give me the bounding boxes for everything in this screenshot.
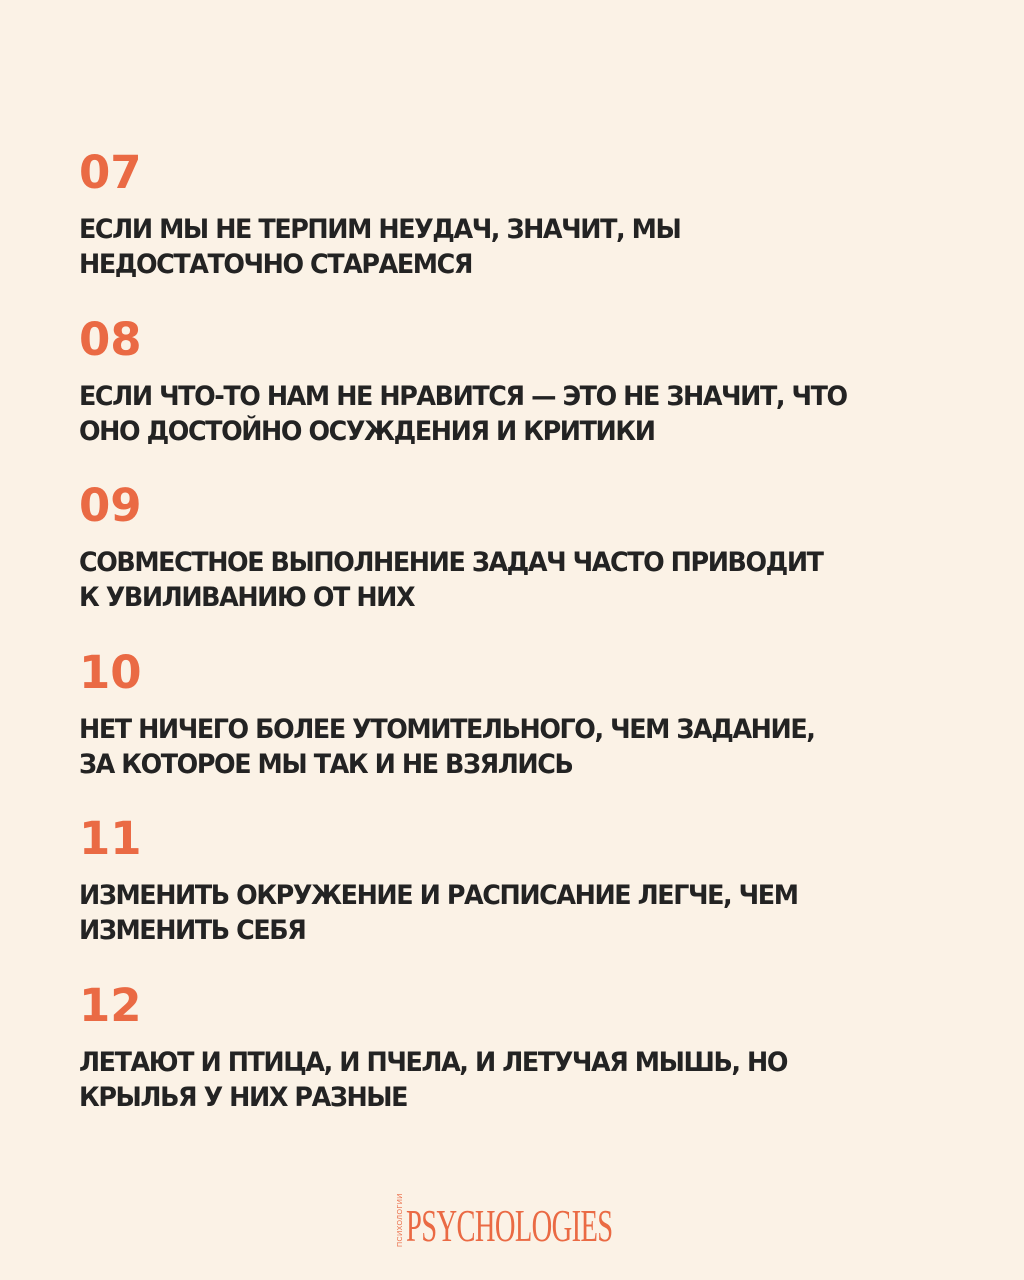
item-text bbox=[79, 712, 979, 782]
numbered-list bbox=[79, 148, 979, 1147]
item-text-line: ЛЕТАЮТ И ПТИЦА, И ПЧЕЛА, И ЛЕТУЧАЯ МЫШЬ, НО bbox=[79, 1046, 788, 1078]
item-text-line: НЕТ НИЧЕГО БОЛЕЕ УТОМИТЕЛЬНОГО, ЧЕМ ЗАДАНИЕ, bbox=[79, 713, 815, 745]
item-number: 08 bbox=[79, 312, 142, 366]
psychologies-logo bbox=[0, 1193, 1024, 1253]
logo-wordmark bbox=[397, 1193, 627, 1251]
item-text-line: ЕСЛИ ЧТО-ТО НАМ НЕ НРАВИТСЯ — ЭТО НЕ ЗНАЧИТ, ЧТО bbox=[79, 380, 847, 412]
item-text-line: НЕДОСТАТОЧНО СТАРАЕМСЯ bbox=[79, 249, 472, 280]
item-text-line: СОВМЕСТНОЕ ВЫПОЛНЕНИЕ ЗАДАЧ ЧАСТО ПРИВОДИТ bbox=[79, 547, 823, 578]
list-item bbox=[79, 148, 979, 315]
item-text-line: КРЫЛЬЯ У НИХ РАЗНЫЕ bbox=[79, 1081, 408, 1113]
item-text-line: ЕСЛИ МЫ НЕ ТЕРПИМ НЕУДАЧ, ЗНАЧИТ, МЫ bbox=[79, 214, 681, 245]
item-text bbox=[79, 212, 979, 282]
item-number: 10 bbox=[79, 645, 142, 699]
item-text-line: ИЗМЕНИТЬ ОКРУЖЕНИЕ И РАСПИСАНИЕ ЛЕГЧЕ, ЧЕМ bbox=[79, 880, 798, 911]
logo-main-text: PSYCHOLOGIES bbox=[406, 1200, 613, 1251]
list-item bbox=[79, 814, 979, 981]
item-text bbox=[79, 1045, 979, 1115]
item-text bbox=[79, 878, 979, 948]
list-item bbox=[79, 481, 979, 648]
item-number: 07 bbox=[79, 146, 142, 199]
item-number: 12 bbox=[79, 978, 142, 1032]
list-item bbox=[79, 312, 979, 482]
list-item bbox=[79, 645, 979, 815]
item-text-line: ЗА КОТОРОЕ МЫ ТАК И НЕ ВЗЯЛИСЬ bbox=[79, 748, 573, 780]
item-text-line: К УВИЛИВАНИЮ ОТ НИХ bbox=[79, 582, 415, 613]
item-text-line: ОНО ДОСТОЙНО ОСУЖДЕНИЯ И КРИТИКИ bbox=[79, 415, 655, 447]
item-number: 09 bbox=[79, 479, 142, 532]
item-number: 11 bbox=[79, 812, 142, 865]
item-text-line: ИЗМЕНИТЬ СЕБЯ bbox=[79, 915, 306, 946]
item-text bbox=[79, 379, 979, 449]
list-item bbox=[79, 978, 979, 1148]
logo-small-text: ПСИХОЛОГИИ bbox=[397, 1193, 404, 1247]
item-text bbox=[79, 545, 979, 615]
